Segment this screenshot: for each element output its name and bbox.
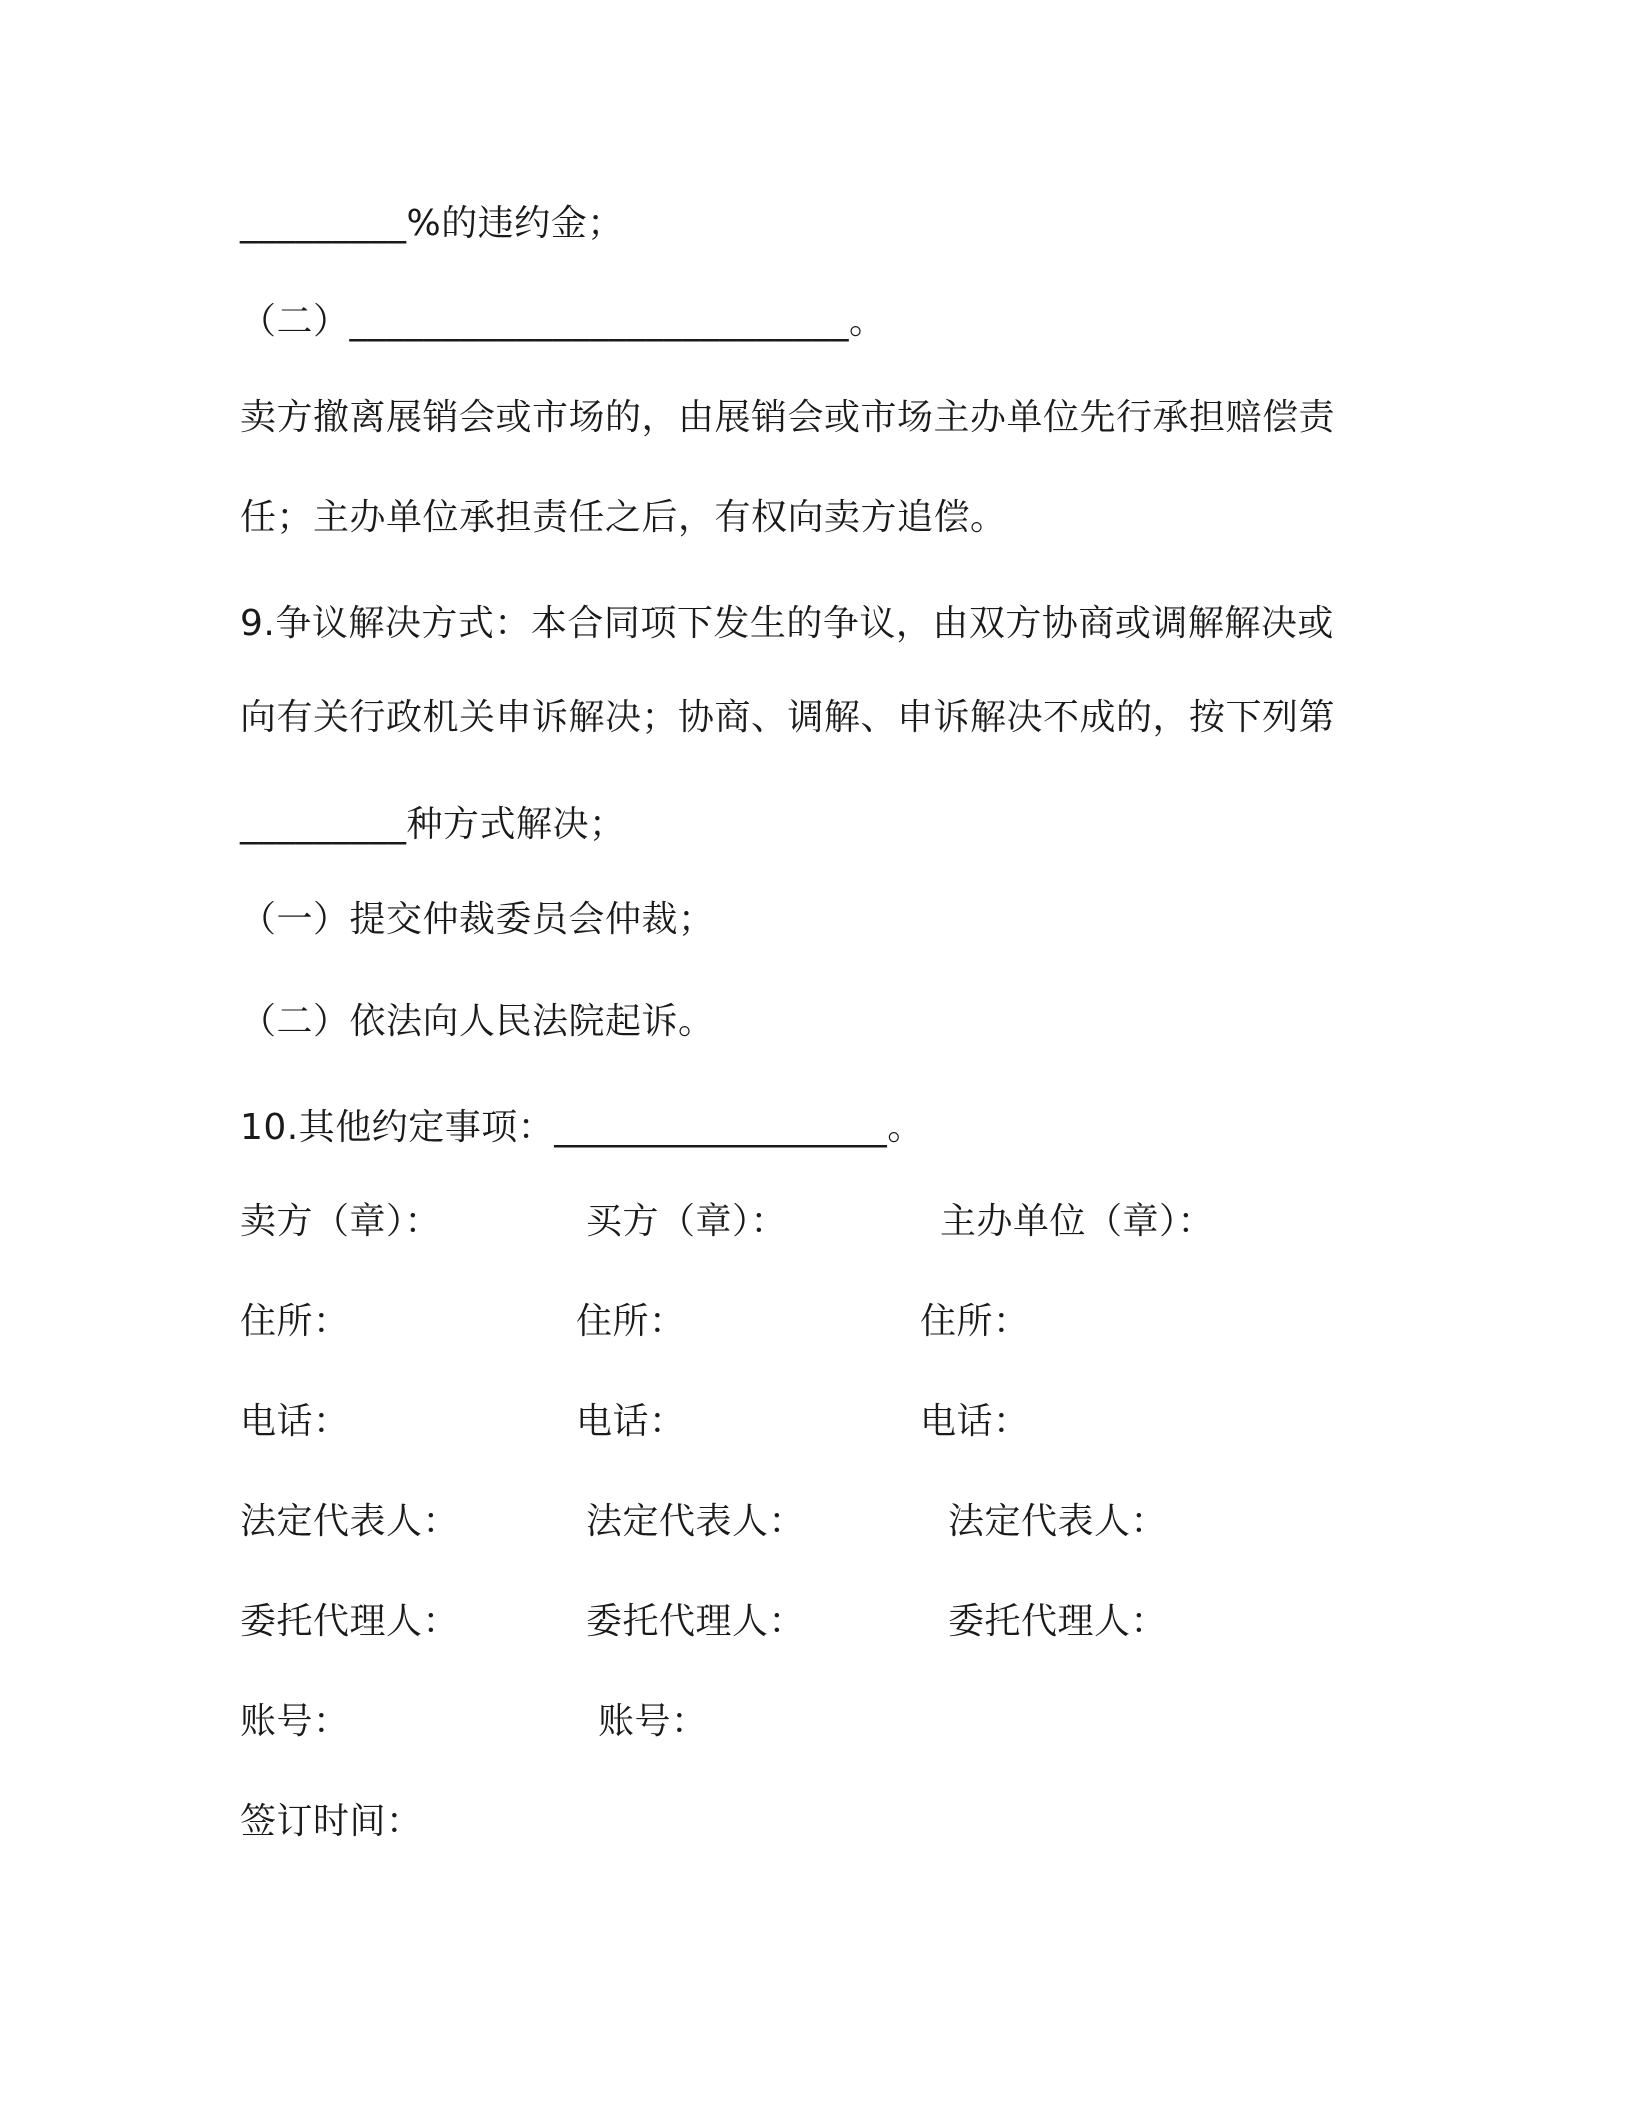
dispute-method-choice-line: _________种方式解决； xyxy=(240,804,626,845)
buyer-phone-label: 电话： xyxy=(576,1401,686,1442)
organizer-address-label: 住所： xyxy=(920,1301,1030,1342)
seller-seal-label: 卖方（章）： xyxy=(240,1201,442,1242)
buyer-legal-rep-label: 法定代表人： xyxy=(586,1501,806,1542)
seller-legal-rep-label: 法定代表人： xyxy=(240,1501,460,1542)
buyer-account-label: 账号： xyxy=(598,1701,708,1742)
other-terms-line: 10.其他约定事项：__________________。 xyxy=(240,1107,924,1148)
organizer-legal-rep-label: 法定代表人： xyxy=(948,1501,1168,1542)
seller-phone-label: 电话： xyxy=(240,1401,350,1442)
dispute-resolution-line-2: 向有关行政机关申诉解决；协商、调解、申诉解决不成的，按下列第 xyxy=(240,697,1336,738)
organizer-phone-label: 电话： xyxy=(920,1401,1030,1442)
sign-time-label: 签订时间： xyxy=(240,1801,423,1842)
seller-account-label: 账号： xyxy=(240,1701,350,1742)
dispute-option-arbitration: （一）提交仲裁委员会仲裁； xyxy=(240,899,715,940)
buyer-seal-label: 买方（章）： xyxy=(586,1201,788,1242)
seller-withdraw-clause-line-1: 卖方撤离展销会或市场的，由展销会或市场主办单位先行承担赔偿责 xyxy=(240,397,1336,438)
seller-agent-label: 委托代理人： xyxy=(240,1601,460,1642)
penalty-percentage-line: _________%的违约金； xyxy=(240,203,624,244)
seller-withdraw-clause-line-2: 任；主办单位承担责任之后，有权向卖方追偿。 xyxy=(240,497,1007,538)
organizer-agent-label: 委托代理人： xyxy=(948,1601,1168,1642)
organizer-seal-label: 主办单位（章）： xyxy=(940,1201,1215,1242)
clause-item-two: （二）___________________________。 xyxy=(240,301,886,342)
dispute-option-court: （二）依法向人民法院起诉。 xyxy=(240,1001,715,1042)
buyer-agent-label: 委托代理人： xyxy=(586,1601,806,1642)
dispute-resolution-line-1: 9.争议解决方式：本合同项下发生的争议，由双方协商或调解解决或 xyxy=(240,603,1334,644)
buyer-address-label: 住所： xyxy=(576,1301,686,1342)
seller-address-label: 住所： xyxy=(240,1301,350,1342)
